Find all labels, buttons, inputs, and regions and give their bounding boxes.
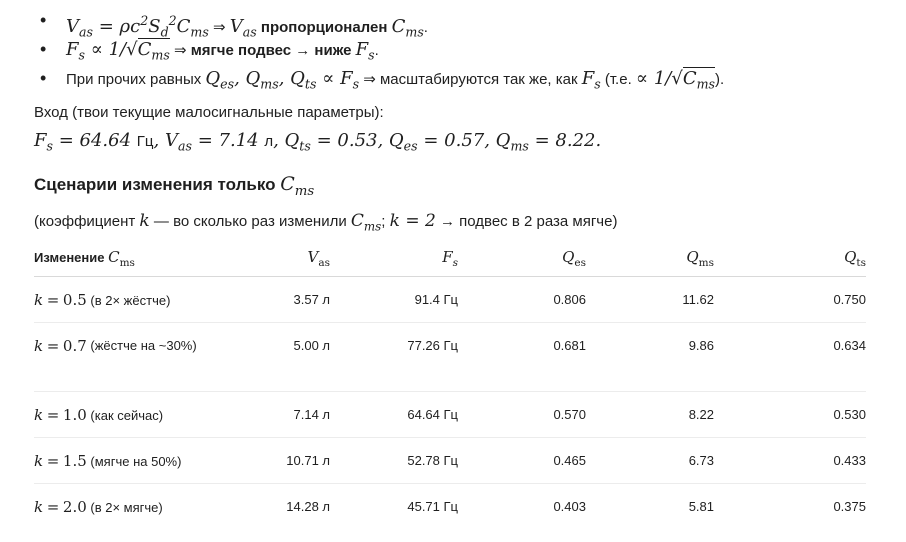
section-heading-text: Сценарии изменения только [34,175,276,194]
implies-arrow: ⇒ [213,19,226,36]
symbol-k: k [139,211,150,231]
bullet-fs-formula: • $F_s \propto 1/√C_{ms}$ ⇒ мягче подвес → ниже $F_s$. [34,35,724,64]
table-row [34,392,866,438]
input-values: $F_s = 64.64$ Гц, $V_{as} = 7.14$ л, $Q_{ts} = 0.53$, $Q_{es} = 0.57$, $Q_{ms} = 8.22$. [34,130,602,154]
table-row [34,323,866,392]
bullet-3-text-b: масштабируются так же, как [379,71,578,88]
implies-arrow: ⇒ [363,71,376,88]
cell-vas: 10.71 л [234,438,330,484]
symbol-cms: $C_{ms}$ [391,16,424,40]
input-vas-unit: л [264,133,274,150]
input-fs-unit: Гц [136,133,154,150]
symbol-cms: $C_{ms}$ [350,211,382,234]
cell-qts: 0.433 [714,438,866,484]
cell-vas: 3.57 л [234,277,330,323]
note-text-b: — во сколько раз изменили [153,213,347,230]
input-qts: 0.53 [337,130,378,151]
cell-fs: 52.78 Гц [330,438,458,484]
symbol-cms: $C_{ms}$ [280,173,315,199]
table-row [34,438,866,484]
symbol-vas: $V_{as}$ [229,16,257,40]
col-header-fs: $F_s$ [330,240,458,277]
symbol-q-list: $Q_{es}$, $Q_{ms}$, $Q_{ts} \propto F_s$ [205,68,360,92]
cell-vas: 7.14 л [234,392,330,438]
input-fs: 64.64 [79,130,132,151]
cell-change: k = 1.0 (как сейчас) [34,392,234,438]
cell-qms: 8.22 [586,392,714,438]
table-row [34,277,866,323]
input-qes: 0.57 [444,130,485,151]
formula-fs: $F_s \propto 1/√C_{ms}$ [66,39,170,63]
cell-change: k = 0.5 (в 2× жёстче) [34,277,234,323]
col-header-change: Изменение $C_{ms}$ [34,240,234,277]
cell-qts: 0.375 [833,499,866,514]
cell-qes: 0.403 [553,499,586,514]
bullet-list [34,6,724,93]
cell-change: k = 0.7 (жёстче на ~30%) [34,323,234,392]
col-header-vas: $V_{as}$ [234,240,330,277]
bullet-2-text: мягче подвес → ниже [190,42,352,59]
cell-qms: 11.62 [586,277,714,323]
cell-qes: 0.570 [458,392,586,438]
input-qms: 8.22 [555,130,596,151]
symbol-fs: $F_s$ [355,39,375,63]
cell-qms: 6.73 [586,438,714,484]
cell-vas: 14.28 л [286,499,330,514]
bullet-3-text-c: (т.е. [604,71,632,88]
cell-fs: 64.64 Гц [330,392,458,438]
cell-qes: 0.806 [458,277,586,323]
formula-vas: $V_{as} = \rho c^2S_d^2C_{ms}$ [66,13,209,40]
coefficient-note: (коэффициент k — во сколько раз изменили $C_{ms}$; k = 2 → подвес в 2 раза мягче) [34,211,618,234]
formula-proportional: ∝ $1/√C_{ms}$ [635,68,715,92]
cell-qts: 0.750 [714,277,866,323]
scenarios-table [34,240,866,529]
cell-qes: 0.465 [458,438,586,484]
input-vas: 7.14 [218,130,259,151]
cell-qes: 0.681 [458,323,586,392]
bullet-3-text-a: При прочих равных [66,71,202,88]
cell-qms: 5.81 [688,499,714,514]
cell-fs: 77.26 Гц [330,323,458,392]
cell-change: k = 1.5 (мягче на 50%) [34,438,234,484]
formula-k-equals-2: k = 2 [389,211,436,231]
col-header-qms: $Q_{ms}$ [586,240,714,277]
section-heading [34,170,314,206]
cell-fs: 91.4 Гц [330,277,458,323]
col-header-qts: $Q_{ts}$ [714,240,866,277]
table-row [34,484,866,530]
symbol-fs: $F_s$ [581,68,601,92]
implies-arrow: ⇒ [173,42,187,59]
table-header-row [34,240,866,277]
bullet-1-text: пропорционален [260,19,388,36]
cell-fs: 45.71 Гц [407,499,458,514]
bullet-q-scaling: • При прочих равных $Q_{es}$, $Q_{ms}$, $Q_{ts} \propto F_s$ ⇒ масштабируются так же, как $F_s$ (т.е. ∝ $1/√C_{ms}$). [34,64,724,93]
cell-qts: 0.530 [714,392,866,438]
cell-qms: 9.86 [586,323,714,392]
cell-qts: 0.634 [714,323,866,392]
col-header-qes: $Q_{es}$ [458,240,586,277]
note-text-c: → подвес в 2 раза мягче) [439,213,618,230]
note-text-a: (коэффициент [34,213,136,230]
cell-change: k = 2.0 (в 2× мягче) [34,498,163,516]
input-label: Вход (твои текущие малосигнальные параметры): [34,104,384,121]
cell-vas: 5.00 л [234,323,330,392]
bullet-vas-formula: • $V_{as} = \rho c^2S_d^2C_{ms}$ ⇒ $V_{as}$ пропорционален $C_{ms}$. [34,6,724,35]
